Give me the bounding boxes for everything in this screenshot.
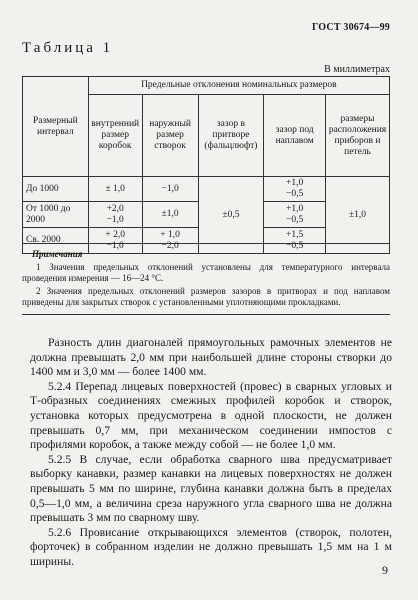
cell-overlap: +1,0 −0,5 bbox=[264, 177, 326, 202]
units-caption: В миллиметрах bbox=[324, 64, 390, 75]
row-range: До 1000 bbox=[23, 177, 89, 202]
cell-overlap: +1,0 −0,5 bbox=[264, 202, 326, 228]
paragraph: 5.2.6 Провисание открывающихся элементов (створок, полотен, форточек) в собранном изделии не должно превышать 1,5 мм на 1 м ширины. bbox=[30, 525, 392, 568]
document-header: ГОСТ 30674—99 bbox=[311, 22, 390, 33]
body-text bbox=[30, 336, 392, 570]
group-header: Предельные отклонения номинальных размеров bbox=[88, 77, 389, 95]
column-header-range: Размерный интервал bbox=[23, 77, 89, 177]
page-number: 9 bbox=[382, 563, 388, 577]
cell-inner: ± 1,0 bbox=[88, 177, 142, 202]
table-row bbox=[23, 177, 390, 202]
paragraph: 5.2.4 Перепад лицевых поверхностей (провес) в сварных угловых и Т-образных соединениях смежных профилей коробок и створок, установка которых предусмотрена в одной плоскости, не должен превышать 0,7 мм, при механическом соединении импостов с профилями коробок, а также между собой — не более 1,0 мм. bbox=[30, 379, 392, 452]
paragraph: 5.2.5 В случае, если обработка сварного шва предусматривает выборку канавки, размер канавки на лицевых поверхностях не должен превышать 5 мм по ширине, глубина канавки должна быть в пределах 0,5—1,0 мм, а величина среза наружного угла сварного шва не должна превышать 3 мм по сварному шву. bbox=[30, 452, 392, 525]
column-header-overlap: зазор под наплавом bbox=[264, 95, 326, 177]
cell-outer: ±1,0 bbox=[142, 202, 198, 228]
tolerance-table bbox=[22, 76, 390, 254]
cell-rebate: ±0,5 bbox=[198, 177, 264, 254]
cell-inner: +2,0 −1,0 bbox=[88, 202, 142, 228]
table-notes bbox=[22, 243, 390, 315]
notes-title: Примечания bbox=[32, 249, 83, 259]
paragraph: Разность длин диагоналей прямоугольных рамочных элементов не должна превышать 2,0 мм при наибольшей длине стороны створки до 1400 мм и 3,0 мм — более 1400 мм. bbox=[30, 336, 392, 379]
column-header-outer: наружный размер створок bbox=[142, 95, 198, 177]
column-header-hardware: размеры расположения приборов и петель bbox=[326, 95, 390, 177]
column-header-inner: внутренний размер коробок bbox=[88, 95, 142, 177]
cell-overlap: +1,5 −0,5 bbox=[264, 228, 326, 254]
column-header-rebate: зазор в притворе (фальцлюфт) bbox=[198, 95, 264, 177]
row-range: От 1000 до 2000 bbox=[23, 202, 89, 228]
cell-outer: + 1,0 −2,0 bbox=[142, 228, 198, 254]
note-item: 1 Значения предельных отклонений установлены для температурного интервала проведения измерения — 16—24 °С. bbox=[22, 262, 390, 283]
cell-outer: −1,0 bbox=[142, 177, 198, 202]
row-range: Св. 2000 bbox=[23, 228, 89, 254]
table-title: Таблица 1 bbox=[22, 40, 114, 56]
cell-inner: + 2,0 −1,0 bbox=[88, 228, 142, 254]
note-item: 2 Значения предельных отклонений размеров зазоров в притворах и под наплавом приведены для закрытых створок с установленными уплотняющими прокладками. bbox=[22, 286, 390, 307]
cell-hardware: ±1,0 bbox=[326, 177, 390, 254]
